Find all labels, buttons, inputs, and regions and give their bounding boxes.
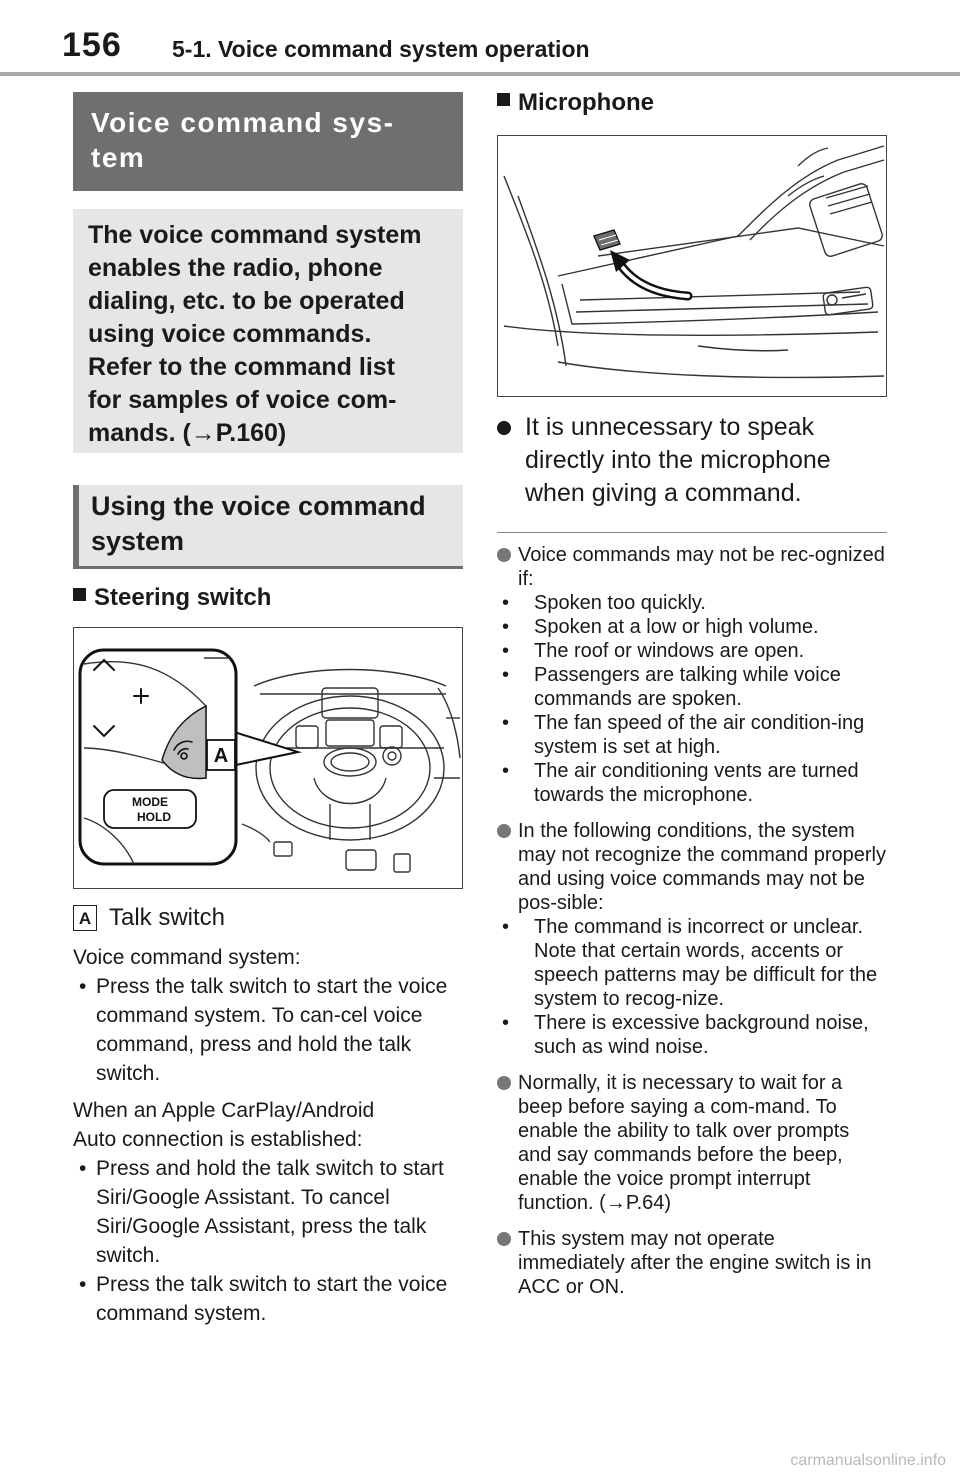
note-bullet-item: • The command is incorrect or unclear. Note that certain words, accents or speech patterns may be difficult for the system to recog-nize. xyxy=(497,915,887,1011)
hold-button-label: HOLD xyxy=(137,810,171,824)
note-item xyxy=(497,543,887,807)
right-column xyxy=(497,88,887,1299)
chapter-heading-line: tem xyxy=(91,142,146,173)
note-bullet-item: • Spoken at a low or high volume. xyxy=(497,615,887,639)
steering-switch-drawing xyxy=(74,628,461,887)
steering-switch-heading-text: Steering switch xyxy=(94,584,272,611)
voice-command-bullet-list xyxy=(73,972,463,1088)
bullet-item: • Press the talk switch to start the voice command system. xyxy=(73,1270,463,1328)
left-column xyxy=(73,92,463,1328)
section-heading-line: system xyxy=(91,526,185,556)
round-bullet-icon xyxy=(497,1232,511,1246)
callout-legend-letter: A xyxy=(73,905,97,931)
intro-line: dialing, etc. to be operated xyxy=(88,287,405,315)
note-bullet-item: • The roof or windows are open. xyxy=(497,639,887,663)
microphone-drawing xyxy=(498,136,885,395)
mode-button-label: MODE xyxy=(132,795,168,809)
chapter-heading xyxy=(73,92,463,191)
intro-line: enables the radio, phone xyxy=(88,254,383,282)
note-bullet-item: • Passengers are talking while voice commands are spoken. xyxy=(497,663,887,711)
round-bullet-icon xyxy=(497,548,511,562)
round-bullet-icon xyxy=(497,421,511,435)
microphone-heading-text: Microphone xyxy=(518,89,654,116)
callout-legend xyxy=(73,903,463,933)
note-bullet-item: • Spoken too quickly. xyxy=(497,591,887,615)
section-heading-line: Using the voice command xyxy=(91,491,426,521)
microphone-heading xyxy=(497,88,887,118)
steering-switch-heading xyxy=(73,583,463,613)
square-bullet-icon xyxy=(73,588,86,601)
notes-divider xyxy=(497,532,887,533)
watermark-text: carmanualsonline.info xyxy=(790,1452,946,1469)
note-item xyxy=(497,819,887,1059)
notes-section xyxy=(497,543,887,1299)
section-heading xyxy=(73,485,463,569)
microphone-bullet xyxy=(497,411,887,510)
intro-line: using voice commands. xyxy=(88,320,372,348)
callout-letter-a: A xyxy=(213,745,229,767)
carplay-title-line: Auto connection is established: xyxy=(73,1128,363,1151)
carplay-title-line: When an Apple CarPlay/Android xyxy=(73,1099,375,1122)
intro-box xyxy=(73,209,463,453)
note-bullet-item: • The air conditioning vents are turned towards the microphone. xyxy=(497,759,887,807)
microphone-illustration xyxy=(497,135,887,397)
section-header-title: 5-1. Voice command system operation xyxy=(172,36,590,62)
round-bullet-icon xyxy=(497,1076,511,1090)
round-bullet-icon xyxy=(497,824,511,838)
voice-command-paragraph-title: Voice command system: xyxy=(73,946,301,969)
header-divider xyxy=(0,72,960,76)
note-bullet-item: • There is excessive background noise, such as wind noise. xyxy=(497,1011,887,1059)
intro-line-page-reference: mands. (→P.160) xyxy=(88,419,287,447)
square-bullet-icon xyxy=(497,93,510,106)
intro-line: for samples of voice com- xyxy=(88,386,397,414)
bullet-item: • Press and hold the talk switch to start Siri/Google Assistant. To cancel Siri/Google Assistant, press the talk switch. xyxy=(73,1154,463,1270)
steering-switch-illustration xyxy=(73,627,463,889)
note-bullet-list xyxy=(518,591,887,807)
chapter-heading-line: Voice command sys- xyxy=(91,107,395,138)
note-text: Normally, it is necessary to wait for a beep before saying a com-mand. To enable the ability to talk over prompts and say commands before the beep, enable the voice prompt interrupt function. (→P.64) xyxy=(518,1072,850,1214)
intro-line: The voice command system xyxy=(88,221,422,249)
note-bullet-list xyxy=(518,915,887,1059)
callout-legend-label: Talk switch xyxy=(109,904,226,931)
note-bullet-item: • The fan speed of the air condition-ing system is set at high. xyxy=(497,711,887,759)
note-item xyxy=(497,1227,887,1299)
note-text: This system may not operate immediately after the engine switch is in ACC or ON. xyxy=(518,1228,872,1298)
note-item xyxy=(497,1071,887,1215)
note-text: Voice commands may not be rec-ognized if: xyxy=(518,544,885,590)
carplay-paragraph-title xyxy=(73,1096,463,1154)
microphone-bullet-text: It is unnecessary to speak directly into the microphone when giving a command. xyxy=(525,413,831,507)
bullet-item: • Press the talk switch to start the voice command system. To can-cel voice command, press and hold the talk switch. xyxy=(73,972,463,1088)
note-text: In the following conditions, the system may not recognize the command properly and using voice commands may not be pos-sible: xyxy=(518,820,886,914)
page-number: 156 xyxy=(62,26,122,64)
carplay-bullet-list xyxy=(73,1154,463,1328)
intro-line: Refer to the command list xyxy=(88,353,395,381)
